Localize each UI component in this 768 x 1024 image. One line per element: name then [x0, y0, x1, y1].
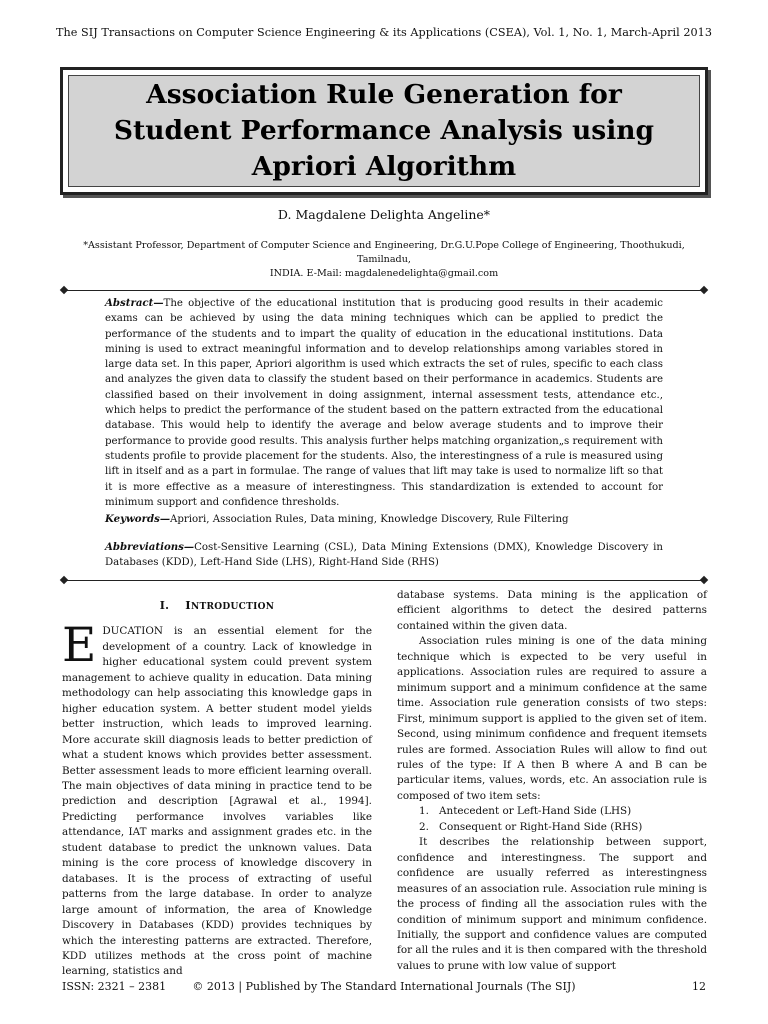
section-title-rest: NTRODUCTION	[190, 602, 275, 612]
abstract-text: The objective of the educational institution that is producing good results in their academic exams can be achieved by using the data mining techniques which can be applied to predict the performance of the students and to impart the quality of education in the educational institutions. Data mining is used to extract meaningful information and to develop relationships among variables stored in large data set. In this paper, Apriori algorithm is used which extracts the set of rules, specific to each class and analyzes the given data to classify the student based on their performance in academics. Students are classified based on their involvement in doing assignment, internal assessment tests, attendance etc., which helps to predict the performance of the student based on the pattern extracted from the educational database. This would help to identify the average and below average students and to improve their performance to provide good results. This analysis further helps matching organization„s requirement with students profile to provide placement for the students. Also, the interestingness of a rule is measured using lift in itself and as a part in formulae. The range of values that lift may take is used to normalize lift so that it is more effective as a measure of interestingness. This standardization is extended to account for minimum support and confidence thresholds.	[105, 298, 663, 508]
section-title-initial: I	[185, 598, 191, 612]
affiliation-line-2: INDIA. E-Mail: magdalenedelighta@gmail.com	[269, 268, 499, 279]
title-box	[60, 67, 708, 195]
list-item-2	[397, 820, 707, 835]
list-item-1	[397, 804, 707, 819]
list-item-2-text: Consequent or Right-Hand Side (RHS)	[439, 820, 643, 833]
running-head: The SIJ Transactions on Computer Science Engineering & its Applications (CSEA), Vol. 1, No. 1, March-April 2013	[55, 26, 713, 39]
association-rules-paragraph: Association rules mining is one of the data mining technique which is expected to be very useful in applications. Association rules are required to assure a minimum support and a minimum confidence at the same time. Association rule generation consists of two steps: First, minimum support is applied to the given set of item. Second, using minimum confidence and frequent itemsets rules are formed. Association Rules will allow to find out rules of the type: If A then B where A and B can be particular items, values, words, etc. An association rule is composed of two item sets:	[397, 635, 707, 802]
abbreviations-label: Abbreviations	[105, 541, 184, 553]
author-name: D. Magdalene Delighta Angeline*	[277, 207, 491, 222]
abstract-label: Abstract	[105, 297, 154, 309]
keywords-label: Keywords	[105, 513, 160, 525]
dropcap-letter: E	[62, 618, 97, 674]
list-item-1-text: Antecedent or Left-Hand Side (LHS)	[439, 805, 632, 818]
list-item-2-number: 2.	[419, 820, 429, 833]
section-number: I.	[159, 599, 170, 612]
keywords-text: Apriori, Association Rules, Data mining, Knowledge Discovery, Rule Filtering	[170, 514, 569, 525]
bottom-divider-rule	[64, 580, 704, 581]
affiliation-line-1: *Assistant Professor, Department of Computer Science and Engineering, Dr.G.U.Pope College of Engineering, Thoothukudi, Tamilnadu,	[83, 240, 685, 265]
left-column	[62, 598, 372, 980]
keywords-dash: —	[159, 513, 171, 525]
interestingness-paragraph: It describes the relationship between support, confidence and interestingness. The support and confidence are usually referred as interestingness measures of an association rule. Association rule mining is the process of finding all the association rules with the condition of minimum support and minimum confidence. Initially, the support and confidence values are computed for all the rules and it is then compared with the threshold values to prune with low value of support	[397, 836, 708, 972]
abbreviations-text: Cost-Sensitive Learning (CSL), Data Mining Extensions (DMX), Knowledge Discovery in Databases (KDD), Left-Hand Side (LHS), Right-Hand Side (RHS)	[105, 542, 663, 569]
abstract	[105, 296, 663, 510]
right-column	[397, 588, 707, 974]
footer-issn: ISSN: 2321 – 2381	[62, 980, 167, 993]
footer-copyright: © 2013 | Published by The Standard International Journals (The SIJ)	[192, 980, 576, 993]
abbreviations-dash: —	[183, 541, 195, 553]
title-line-3: Apriori Algorithm	[251, 151, 517, 182]
intro-paragraph	[62, 618, 372, 979]
abstract-dash: —	[153, 297, 164, 309]
title-line-1: Association Rule Generation for	[146, 79, 622, 110]
title-panel	[68, 75, 700, 187]
section-heading-introduction	[62, 598, 372, 615]
top-divider-rule	[64, 290, 704, 291]
keywords	[105, 512, 663, 527]
right-continuation: database systems. Data mining is the application of efficient algorithms to detect the desired patterns contained within the given data.	[397, 589, 707, 632]
intro-text: DUCATION is an essential element for the development of a country. Lack of knowledge in higher educational system could prevent system management to achieve quality in education. Data mining methodology can help associating this knowledge gaps in higher education system. A better student model yields better instruction, which leads to improved learning. More accurate skill diagnosis leads to better prediction of what a student knows which provides better assessment. Better assessment leads to more efficient learning overall. The main objectives of data mining in practice tend to be prediction and description [Agrawal et al., 1994]. Predicting performance involves variables like attendance, IAT marks and assignment grades etc. in the student database to predict the unknown values. Data mining is the core process of knowledge discovery in databases. It is the process of extracting of useful patterns from the large database. In order to analyze large amount of information, the area of Knowledge Discovery in Databases (KDD) provides techniques by which the interesting patterns are extracted. Therefore, KDD utilizes methods at the cross point of machine learning, statistics and	[62, 625, 372, 978]
title-line-2: Student Performance Analysis using	[113, 115, 655, 146]
affiliation	[62, 239, 706, 281]
list-item-1-number: 1.	[419, 805, 429, 818]
footer-page-number: 12	[692, 980, 706, 993]
abbreviations	[105, 540, 663, 571]
paper-title	[114, 77, 654, 185]
